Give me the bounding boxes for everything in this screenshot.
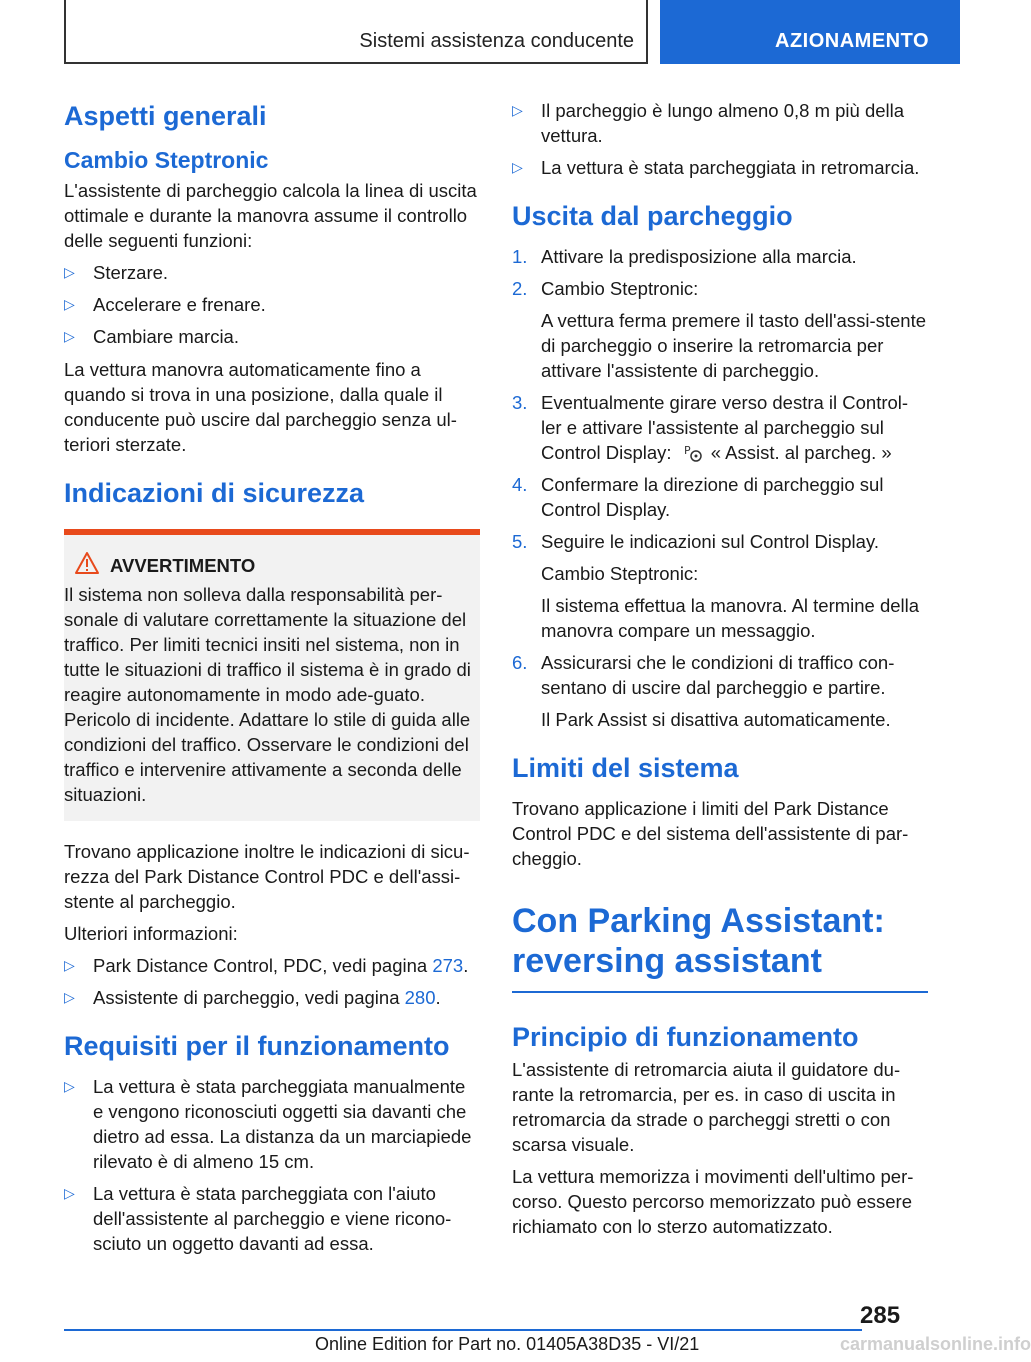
- header-section-title: Sistemi assistenza conducente: [359, 30, 634, 52]
- warning-title: AVVERTIMENTO: [64, 553, 472, 578]
- heading-safety: Indicazioni di sicurezza: [64, 478, 365, 508]
- heading-steptronic: Cambio Steptronic: [64, 147, 269, 173]
- list-item: 1. Attivare la predisposizione alla marcia.: [512, 246, 857, 267]
- triangle-bullet-icon: ▷: [64, 957, 75, 973]
- functions-list: [64, 260, 480, 349]
- footer-edition: Online Edition for Part no. 01405A38D35 - VI/21: [315, 1334, 700, 1354]
- header-chapter-title: AZIONAMENTO: [775, 30, 930, 52]
- list-item: 3. Eventualmente girare verso destra il Control-ler e attivare l'assistente al parcheggio sul Control Display: P « Assist. al parcheg. »: [512, 392, 909, 463]
- page-link-273[interactable]: 273: [432, 955, 464, 976]
- warning-triangle-icon: [74, 551, 100, 575]
- menu-item-park-assist: « Assist. al parcheg. »: [710, 442, 892, 463]
- heading-principle: Principio di funzionamento: [512, 1022, 859, 1052]
- paragraph-principle-1: L'assistente di retromarcia aiuta il guidatore du-rante la retromarcia, per es. in caso di uscita in retromarcia da strade o parcheggi stretti o con scarsa visuale.: [512, 1059, 901, 1155]
- list-item: 6. Assicurarsi che le condizioni di traffico con-sentano di uscire dal parcheggio e partire. Il Park Assist si disattiva automaticamente.: [512, 652, 895, 730]
- page-number: 285: [860, 1302, 901, 1329]
- list-item: 5. Seguire le indicazioni sul Control Display. Cambio Steptronic: Il sistema effettua la manovra. Al termine della manovra compare un messaggio.: [512, 531, 920, 641]
- requirements-list-cont: [512, 98, 928, 180]
- list-item: ▷ Sterzare.: [64, 262, 169, 283]
- heading-general: Aspetti generali: [64, 101, 267, 131]
- warning-box: [64, 529, 480, 821]
- triangle-bullet-icon: ▷: [64, 1078, 75, 1094]
- left-column: [64, 98, 480, 1264]
- triangle-bullet-icon: ▷: [512, 102, 523, 118]
- list-item: ▷ Il parcheggio è lungo almeno 0,8 m più della vettura.: [512, 100, 905, 146]
- section-rule: [512, 991, 928, 993]
- list-item: 2. Cambio Steptronic: A vettura ferma premere il tasto dell'assi-stente di parcheggio o inserire la retromarcia per attivare l'assistente di parcheggio.: [512, 278, 927, 381]
- paragraph-more: Ulteriori informazioni:: [64, 923, 238, 944]
- paragraph-limits: Trovano applicazione i limiti del Park Distance Control PDC e del sistema dell'assistente di par-cheggio.: [512, 798, 909, 869]
- footer-watermark: carmanualsonline.info: [840, 1334, 1031, 1354]
- header-section-box: [64, 0, 648, 64]
- list-item: 4. Confermare la direzione di parcheggio sul Control Display.: [512, 474, 884, 520]
- list-item: ▷ La vettura è stata parcheggiata in retromarcia.: [512, 157, 920, 178]
- park-assist-icon: [683, 443, 705, 463]
- list-item: ▷ Park Distance Control, PDC, vedi pagina 273.: [64, 955, 469, 976]
- heading-limits: Limiti del sistema: [512, 753, 739, 783]
- paragraph-intro: L'assistente di parcheggio calcola la linea di uscita ottimale e durante la manovra assume il controllo delle seguenti funzioni:: [64, 180, 477, 251]
- triangle-bullet-icon: ▷: [64, 989, 75, 1005]
- page-link-280[interactable]: 280: [404, 987, 436, 1008]
- triangle-bullet-icon: ▷: [64, 264, 75, 280]
- triangle-bullet-icon: ▷: [512, 159, 523, 175]
- refs-list: [64, 953, 480, 1010]
- warning-text: Il sistema non solleva dalla responsabilità per-sonale di valutare correttamente la situazione del traffico. Per limiti tecnici insiti nel sistema, non in tutte le situazioni di traffico il sistema è in grado di reagire autonomamente in modo ade-guato. Pericolo di incidente. Adattare lo stile di guida alle condizioni del traffico. Osservare le condizioni del traffico e intervenire attivamente a seconda delle situazioni.: [64, 584, 471, 805]
- requirements-list: [64, 1074, 480, 1256]
- triangle-bullet-icon: ▷: [64, 328, 75, 344]
- list-item: ▷ Assistente di parcheggio, vedi pagina 280.: [64, 987, 441, 1008]
- list-item: ▷ La vettura è stata parcheggiata con l'aiuto dell'assistente al parcheggio e viene ricono-sciuto un oggetto davanti ad essa.: [64, 1183, 452, 1254]
- heading-reversing-assistant: Con Parking Assistant: reversing assistant: [512, 902, 885, 980]
- right-column: [512, 98, 928, 1246]
- triangle-bullet-icon: ▷: [64, 296, 75, 312]
- heading-requirements: Requisiti per il funzionamento: [64, 1031, 450, 1061]
- paragraph-auto: La vettura manovra automaticamente fino a quando si trova in una posizione, dalla quale il conducente può uscire dal parcheggio senza ul-teriori sterzate.: [64, 359, 457, 455]
- list-item: ▷ La vettura è stata parcheggiata manualmente e vengono riconosciuti oggetti sia davanti che dietro ad essa. La distanza da un marciapiede rilevato è di almeno 15 cm.: [64, 1076, 472, 1172]
- triangle-bullet-icon: ▷: [64, 1185, 75, 1201]
- list-item: ▷ Accelerare e frenare.: [64, 294, 266, 315]
- header-chapter-box: [660, 0, 960, 64]
- paragraph-principle-2: La vettura memorizza i movimenti dell'ultimo per-corso. Questo percorso memorizzato può essere richiamato con lo sterzo automatizzato.: [512, 1166, 914, 1237]
- list-item: ▷ Cambiare marcia.: [64, 326, 239, 347]
- paragraph-also: Trovano applicazione inoltre le indicazioni di sicu-rezza del Park Distance Control PDC e dell'assi-stente al parcheggio.: [64, 841, 470, 912]
- exit-steps-list: [512, 244, 928, 732]
- svg-text:P: P: [683, 444, 691, 457]
- heading-exit: Uscita dal parcheggio: [512, 201, 793, 231]
- footer-rule: [64, 1329, 862, 1331]
